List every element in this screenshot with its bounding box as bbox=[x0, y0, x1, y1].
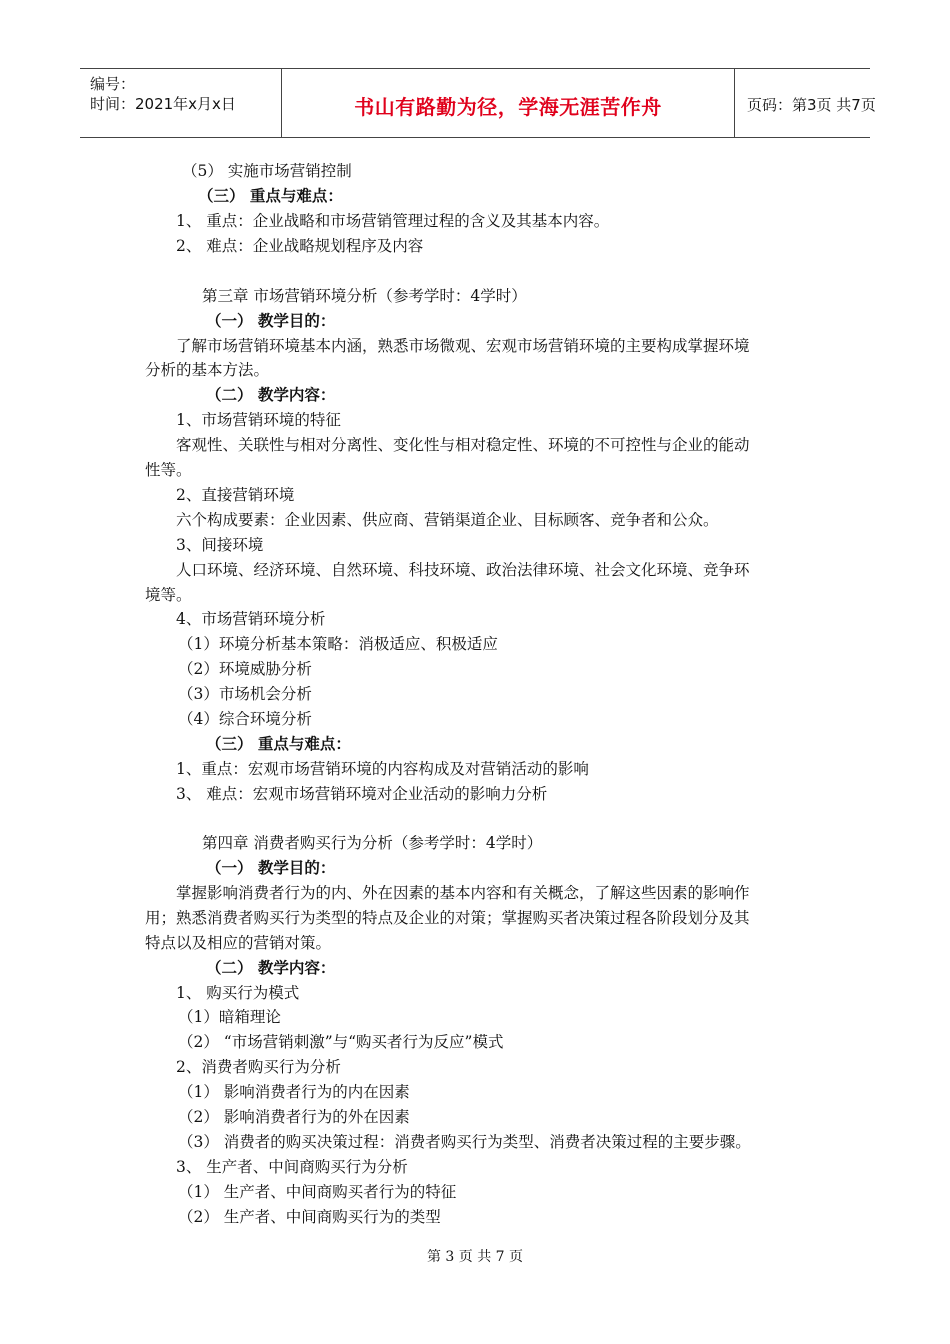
section-heading: （一） 教学目的： bbox=[206, 858, 336, 877]
body-line: 2、消费者购买行为分析 bbox=[176, 1058, 341, 1076]
body-line: 3、间接环境 bbox=[176, 536, 264, 554]
body-line: 1、 重点：企业战略和市场营销管理过程的含义及其基本内容。 bbox=[176, 212, 610, 230]
body-line: （2）环境威胁分析 bbox=[178, 660, 312, 678]
body-line: （4）综合环境分析 bbox=[178, 710, 312, 728]
header-page-cell bbox=[735, 69, 876, 137]
body-line: （1） 影响消费者行为的内在因素 bbox=[178, 1083, 410, 1101]
body-line: （3）市场机会分析 bbox=[178, 685, 312, 703]
chapter-heading: 第四章 消费者购买行为分析（参考学时：4学时） bbox=[202, 834, 543, 852]
body-line: 用；熟悉消费者购买行为类型的特点及企业的对策；掌握购买者决策过程各阶段划分及其 bbox=[145, 909, 750, 927]
body-line: 特点以及相应的营销对策。 bbox=[145, 934, 332, 952]
body-line: 3、 生产者、中间商购买行为分析 bbox=[176, 1158, 408, 1176]
body-line: 了解市场营销环境基本内涵，熟悉市场微观、宏观市场营销环境的主要构成掌握环境 bbox=[176, 337, 750, 355]
chapter-heading: 第三章 市场营销环境分析（参考学时：4学时） bbox=[202, 287, 527, 305]
header-motto: 书山有路勤为径，学海无涯苦作舟 bbox=[354, 95, 662, 119]
body-line: （1）暗箱理论 bbox=[178, 1008, 281, 1026]
page-footer: 第 3 页 共 7 页 bbox=[426, 1249, 524, 1265]
body-line: （5） 实施市场营销控制 bbox=[182, 162, 352, 180]
body-line: （2） 影响消费者行为的外在因素 bbox=[178, 1108, 410, 1126]
body-line: 3、 难点：宏观市场营销环境对企业活动的影响力分析 bbox=[176, 785, 548, 803]
body-line: （1） 生产者、中间商购买者行为的特征 bbox=[178, 1183, 457, 1201]
body-line: 人口环境、经济环境、自然环境、科技环境、政治法律环境、社会文化环境、竞争环 bbox=[176, 561, 750, 579]
section-heading: （三） 重点与难点： bbox=[206, 734, 351, 753]
body-line: 4、市场营销环境分析 bbox=[176, 610, 326, 628]
body-line: 性等。 bbox=[145, 461, 192, 479]
body-line: 六个构成要素：企业因素、供应商、营销渠道企业、目标顾客、竞争者和公众。 bbox=[176, 511, 719, 529]
body-line: （2） 生产者、中间商购买行为的类型 bbox=[178, 1208, 441, 1226]
section-heading: （二） 教学内容： bbox=[206, 385, 336, 404]
page-header bbox=[80, 68, 876, 138]
document-time-label: 时间：2021年x月x日 bbox=[90, 95, 236, 113]
body-line: 2、 难点：企业战略规划程序及内容 bbox=[176, 237, 424, 255]
section-heading: （三） 重点与难点： bbox=[198, 186, 343, 205]
body-line: 客观性、关联性与相对分离性、变化性与相对稳定性、环境的不可控性与企业的能动 bbox=[176, 436, 750, 454]
header-motto-cell bbox=[282, 69, 735, 137]
body-line: （2） “市场营销刺激”与“购买者行为反应”模式 bbox=[178, 1033, 504, 1051]
body-line: （1）环境分析基本策略：消极适应、积极适应 bbox=[178, 635, 498, 653]
body-line: 1、重点：宏观市场营销环境的内容构成及对营销活动的影响 bbox=[176, 760, 589, 778]
header-page-number: 页码：第3页 共7页 bbox=[747, 96, 876, 114]
body-line: 掌握影响消费者行为的内、外在因素的基本内容和有关概念，了解这些因素的影响作 bbox=[176, 884, 750, 902]
document-number-label: 编号： bbox=[90, 75, 136, 93]
section-heading: （二） 教学内容： bbox=[206, 958, 336, 977]
body-line: 1、 购买行为模式 bbox=[176, 984, 300, 1002]
body-line: 境等。 bbox=[145, 586, 192, 604]
body-line: 分析的基本方法。 bbox=[145, 361, 270, 379]
body-line: （3） 消费者的购买决策过程：消费者购买行为类型、消费者决策过程的主要步骤。 bbox=[178, 1133, 751, 1151]
body-line: 1、市场营销环境的特征 bbox=[176, 411, 341, 429]
body-line: 2、直接营销环境 bbox=[176, 486, 295, 504]
section-heading: （一） 教学目的： bbox=[206, 311, 336, 330]
header-left-cell bbox=[80, 69, 282, 137]
